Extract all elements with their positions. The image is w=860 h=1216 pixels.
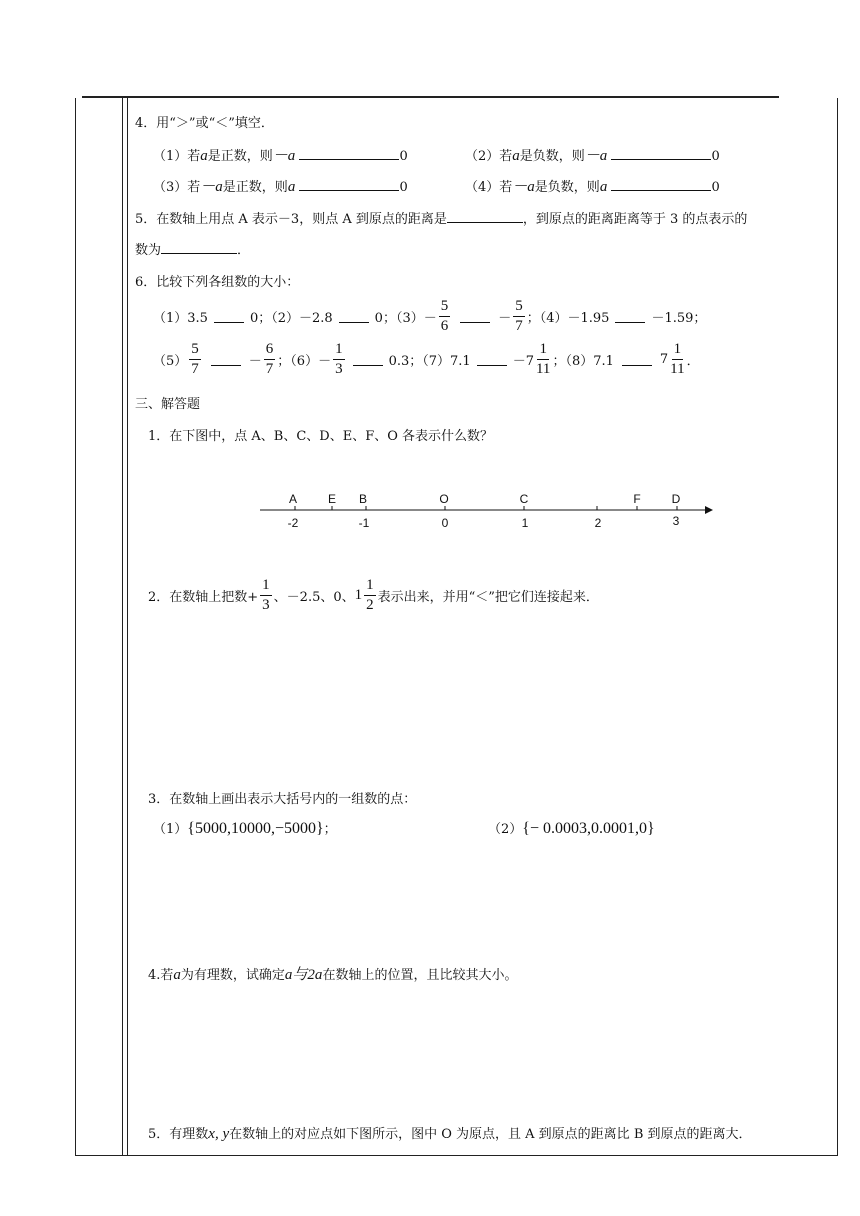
fraction: $\frac{1}{11}$ [670,340,685,377]
point-label-e: E [327,492,337,506]
q4-item-3: （3）若－a是正数，则a 0 [153,179,408,195]
point-label-b: B [358,492,368,506]
answer-blank[interactable] [299,147,399,160]
page-top-rule [82,96,779,98]
q4-item-4: （4）若－a是负数，则a 0 [465,179,720,195]
point-label-o: O [439,492,449,506]
answer-blank[interactable] [299,178,399,191]
q6-title: 6．比较下列各组数的大小： [135,275,300,290]
fraction: $\frac{1}{2}$ [366,576,374,613]
answer-blank[interactable] [211,353,241,366]
q5-line-1: 5．在数轴上用点 A 表示－3，则点 A 到原点的距离是 ，到原点的距离距离等于 3 的点表示的 [135,212,748,227]
fraction: $\frac{5}{7}$ [191,340,199,377]
table-right-border [837,98,838,1156]
s4-question: 4.若a为有理数，试确定a与2a在数轴上的位置，且比较其大小。 [148,967,518,983]
number-line-figure [250,485,720,535]
tick-label: 3 [672,514,680,528]
answer-blank[interactable] [161,241,237,254]
tick-label: -1 [358,516,370,530]
fraction: $\frac{5}{7}$ [515,297,523,334]
fraction: $\frac{6}{7}$ [265,340,274,377]
fraction: $\frac{1}{3}$ [335,340,343,377]
point-label-c: C [519,492,529,506]
point-label-f: F [633,492,641,506]
s3-question: 3．在数轴上画出表示大括号内的一组数的点： [148,792,417,807]
section-title: 三、解答题 [135,397,201,412]
answer-blank[interactable] [477,353,507,366]
tick-label: 2 [594,516,602,530]
table-bottom-border [75,1155,838,1156]
answer-blank[interactable] [447,210,523,223]
table-column-divider [122,98,123,1156]
q4-item-2: （2）若a是负数，则－a 0 [465,148,720,164]
q6-row-2: （5） $\frac{5}{7}$ － $\frac{6}{7}$ ；（6）－ $\frac{1}{3}$ 0.3；（7）7.1 －7 $\frac{1}{11}$ ；（8）7.1 7 $\frac{1}{11}$ ． [153,340,700,377]
axis-arrow-icon [705,506,713,514]
tick-label: 0 [441,516,449,530]
s2-question: 2．在数轴上把数+ $\frac{1}{3}$ 、－2.5、0、 1 $\frac{1}{2}$ 表示出来，并用“＜”把它们连接起来． [148,576,599,613]
answer-blank[interactable] [339,310,369,323]
answer-blank[interactable] [460,310,490,323]
q5-line-2: 数为 ． [135,243,251,258]
answer-blank[interactable] [615,310,645,323]
answer-blank[interactable] [353,353,383,366]
point-label-a: A [288,492,298,506]
answer-blank[interactable] [622,353,652,366]
fraction: $\frac{1}{3}$ [262,576,270,613]
answer-blank[interactable] [611,178,711,191]
s3-part-1: （1）{5000,10000,−5000}； [153,820,337,837]
answer-blank[interactable] [214,310,244,323]
tick-label: -2 [287,516,299,530]
fraction: $\frac{1}{11}$ [535,340,551,377]
s5-question: 5．有理数x, y在数轴上的对应点如下图所示，图中 O 为原点，且 A 到原点的距离比 B 到原点的距离大． [148,1126,752,1142]
s3-part-2: （2）{− 0.0003,0.0001,0} [488,820,655,837]
table-inner-divider [127,98,128,1156]
table-left-border [75,98,76,1156]
q4-title: 4．用“＞”或“＜”填空． [135,116,274,131]
q6-row-1: （1）3.5 0；（2）－2.8 0；（3）－ $\frac{5}{6}$ － $\frac{5}{7}$ ；（4）－1.95 －1.59； [153,297,707,334]
s1-question: 1．在下图中，点 A、B、C、D、E、F、O 各表示什么数？ [148,429,494,444]
point-label-d: D [671,492,681,506]
q4-item-1: （1）若a是正数，则－a 0 [153,148,408,164]
fraction: $\frac{5}{6}$ [440,297,449,334]
answer-blank[interactable] [611,147,711,160]
tick-label: 1 [521,516,529,530]
